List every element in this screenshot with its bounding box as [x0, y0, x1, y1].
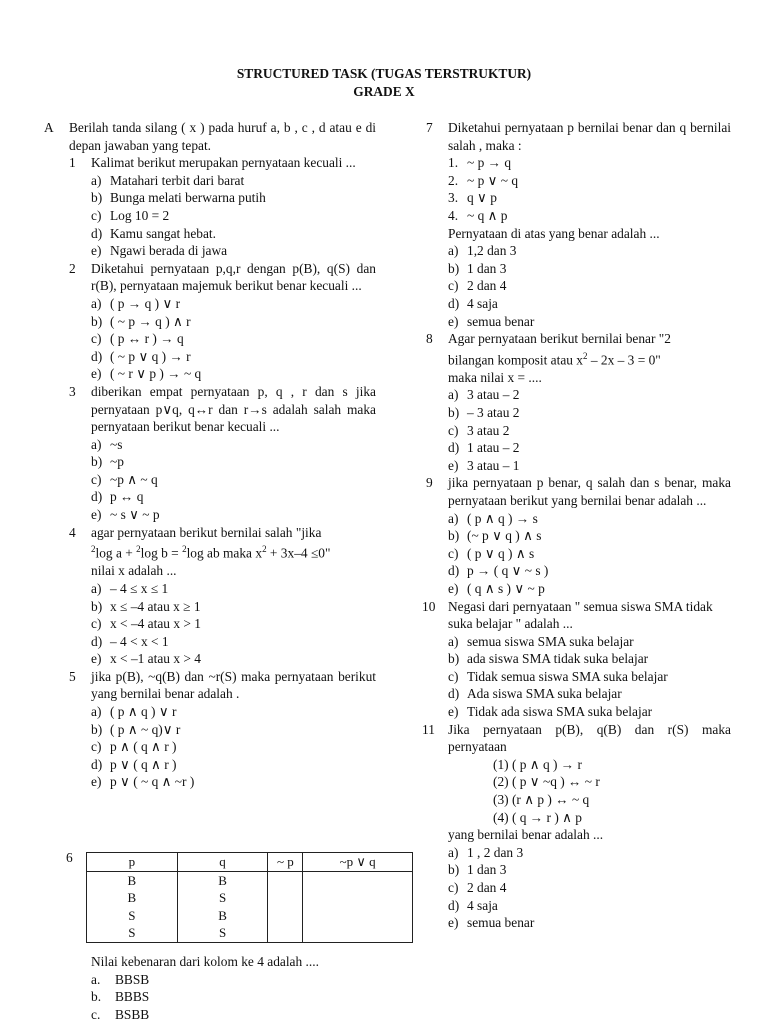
option-text: x < –4 atau x > 1: [110, 616, 201, 632]
option-a[interactable]: [91, 172, 376, 190]
question-prompt: yang bernilai benar adalah ...: [448, 827, 604, 843]
question-text-line: Agar pernyataan berikut bernilai benar "2: [448, 331, 671, 347]
option-letter: b): [91, 313, 103, 329]
option-letter: b.: [91, 989, 102, 1005]
option-text: ~ s ∨ ~ p: [110, 507, 160, 523]
question-number: 11: [422, 721, 435, 737]
option-text: ( p → q ) ∨ r: [110, 295, 181, 311]
option-letter: e): [91, 774, 102, 790]
option-text: 1 atau – 2: [467, 440, 520, 456]
question-11: [422, 721, 731, 932]
option-c[interactable]: [448, 879, 731, 897]
statement-2: (2) ( p ∨ ~q ) ↔ ~ r: [493, 774, 600, 790]
document-subtitle: GRADE X: [353, 84, 415, 99]
statement-4: [448, 207, 731, 225]
option-letter: d): [448, 686, 460, 702]
option-b[interactable]: [91, 721, 376, 739]
truth-table: [86, 852, 413, 943]
option-text: 3 atau – 1: [467, 457, 520, 473]
option-text: ~p ∧ ~ q: [110, 471, 158, 487]
question-1: [69, 154, 376, 260]
option-e[interactable]: [448, 580, 731, 598]
option-text: (~ p ∨ q ) ∧ s: [467, 528, 542, 544]
table-cell[interactable]: [303, 871, 413, 889]
option-text: Tidak semua siswa SMA suka belajar: [467, 668, 668, 684]
option-d[interactable]: [448, 295, 731, 313]
table-cell[interactable]: [268, 889, 303, 907]
option-text: 4 saja: [467, 897, 498, 913]
option-letter: e): [91, 366, 102, 382]
option-text: 3 atau 2: [467, 422, 510, 438]
question-formula: [91, 541, 376, 562]
option-text: Kamu sangat hebat.: [110, 225, 216, 241]
option-b[interactable]: [91, 189, 376, 207]
table-cell[interactable]: [303, 924, 413, 942]
section-a-instruction: [44, 119, 376, 154]
option-a[interactable]: [448, 633, 731, 651]
option-c[interactable]: [448, 545, 731, 563]
question-text: jika p(B), ~q(B) dan ~r(S) maka pernyataan berikut yang bernilai benar adalah .: [91, 668, 376, 702]
statement-number: 3.: [448, 190, 459, 206]
option-text: BSBB: [115, 1006, 150, 1022]
question-formula: [448, 348, 731, 369]
statement-2: [448, 172, 731, 190]
option-text: x < –1 atau x > 4: [110, 651, 201, 667]
option-e[interactable]: [91, 773, 376, 791]
option-a[interactable]: [91, 436, 376, 454]
question-number: 9: [426, 475, 433, 491]
option-b[interactable]: [448, 404, 731, 422]
option-a[interactable]: [448, 242, 731, 260]
option-text: ( p ∧ q ) → s: [467, 510, 538, 526]
option-letter: c): [448, 880, 459, 895]
option-text: x ≤ –4 atau x ≥ 1: [110, 598, 201, 614]
option-letter: a): [448, 844, 459, 860]
option-text: Ada siswa SMA suka belajar: [467, 686, 622, 702]
option-letter: c): [91, 207, 102, 223]
exponent: 2: [583, 350, 588, 361]
option-a[interactable]: [91, 580, 376, 598]
option-text: ~p: [110, 454, 124, 470]
question-number: 7: [426, 120, 433, 135]
option-text: BBBS: [115, 989, 150, 1005]
question-4: [69, 524, 376, 668]
option-letter: c.: [91, 1006, 101, 1022]
table-cell[interactable]: [303, 907, 413, 925]
option-b[interactable]: [91, 313, 376, 331]
statement-1: (1) ( p ∧ q ) → r: [493, 756, 583, 772]
option-letter: e): [448, 915, 459, 931]
option-text: 4 saja: [467, 295, 498, 311]
table-cell[interactable]: [303, 889, 413, 907]
option-text: 1,2 dan 3: [467, 243, 517, 259]
option-b[interactable]: [448, 650, 731, 668]
question-text: jika pernyataan p benar, q salah dan s benar, maka pernyataan berikut yang bernilai benar adalah ...: [448, 475, 731, 508]
option-text: – 3 atau 2: [467, 404, 520, 420]
option-letter: a): [91, 295, 102, 311]
header-p: p: [87, 853, 178, 872]
formula-part: log a +: [95, 545, 137, 561]
header-not-p-or-q: ~p ∨ q: [303, 853, 413, 872]
option-text: p ∨ ( ~ q ∧ ~r ): [110, 774, 195, 790]
option-letter: d): [91, 489, 103, 505]
option-text: 2 dan 4: [467, 880, 507, 895]
option-text: 2 dan 4: [467, 278, 507, 294]
option-d[interactable]: [448, 897, 731, 915]
option-text: p ∧ ( q ∧ r ): [110, 739, 177, 755]
section-label: A: [44, 120, 54, 135]
log-base: 2: [136, 544, 141, 555]
table-cell: B: [177, 907, 268, 925]
option-text: 1 dan 3: [467, 260, 507, 276]
table-row: [87, 871, 413, 889]
question-8: [426, 330, 731, 474]
option-text: semua siswa SMA suka belajar: [467, 633, 634, 649]
question-3: [69, 383, 376, 524]
statement-3: (3) (r ∧ p ) ↔ ~ q: [493, 792, 590, 808]
option-text: – 4 ≤ x ≤ 1: [110, 580, 169, 596]
table-cell[interactable]: [268, 907, 303, 925]
option-text: ( ~ r ∨ p ) → ~ q: [110, 366, 202, 382]
option-b[interactable]: [448, 260, 731, 278]
question-9: [426, 474, 731, 597]
option-a[interactable]: [91, 703, 376, 721]
option-letter: d): [91, 756, 103, 772]
option-c[interactable]: [91, 471, 376, 489]
option-e[interactable]: [448, 457, 731, 475]
table-cell: B: [177, 871, 268, 889]
option-letter: a): [448, 243, 459, 259]
option-e[interactable]: [91, 365, 376, 383]
table-cell[interactable]: [268, 871, 303, 889]
question-text-line: agar pernyataan berikut bernilai salah "jika: [91, 524, 322, 540]
option-text: ( p ∧ ~ q)∨ r: [110, 721, 181, 737]
option-e[interactable]: [448, 313, 731, 331]
table-cell: S: [177, 924, 268, 942]
option-text: ( ~ p → q ) ∧ r: [110, 313, 191, 329]
statement-text: ~ p → q: [467, 155, 512, 171]
question-text: diberikan empat pernyataan p, q , r dan s jika pernyataan p∨q, q↔r dan r→s adalah salah maka pernyataan berikut benar kecuali ...: [91, 383, 376, 435]
option-text: Matahari terbit dari barat: [110, 172, 245, 188]
option-e[interactable]: [448, 914, 731, 932]
option-a[interactable]: [448, 844, 731, 862]
option-letter: c): [91, 471, 102, 487]
instruction-text: Berilah tanda silang ( x ) pada huruf a, b , c , d atau e di depan jawaban yang tepat.: [69, 120, 376, 153]
option-text: ( p ∧ q ) ∨ r: [110, 704, 177, 720]
option-text: 1 dan 3: [467, 862, 507, 878]
option-letter: b): [91, 190, 103, 206]
option-b[interactable]: [91, 598, 376, 616]
option-letter: e): [448, 457, 459, 473]
option-letter: c): [448, 422, 459, 438]
option-letter: b): [448, 528, 460, 544]
question-text: Nilai kebenaran dari kolom ke 4 adalah ....: [91, 954, 319, 969]
header-q: q: [177, 853, 268, 872]
option-text: Log 10 = 2: [110, 207, 170, 223]
question-number: 10: [422, 598, 436, 614]
statement-text: ~ p ∨ ~ q: [467, 172, 519, 188]
option-letter: e): [448, 580, 459, 596]
question-text: Diketahui pernyataan p bernilai benar dan q bernilai salah , maka :: [448, 120, 731, 153]
formula-part: + 3x–4 ≤0": [266, 545, 331, 561]
table-cell: B: [87, 871, 178, 889]
option-text: BBSB: [115, 971, 150, 987]
question-10: [422, 598, 731, 721]
option-letter: c): [448, 545, 459, 561]
statement-text: ~ q ∧ p: [467, 207, 508, 223]
option-text: ( p ↔ r ) → q: [110, 331, 184, 347]
option-e[interactable]: [91, 506, 376, 524]
option-text: 3 atau – 2: [467, 387, 520, 403]
table-row: [87, 907, 413, 925]
option-text: semua benar: [467, 915, 535, 931]
option-c[interactable]: [91, 207, 376, 225]
question-text-line: maka nilai x = ....: [448, 369, 542, 385]
option-letter: d): [448, 440, 460, 456]
log-base: 2: [182, 544, 187, 555]
statement-number: 2.: [448, 172, 459, 188]
table-cell: S: [87, 924, 178, 942]
option-d[interactable]: [91, 488, 376, 506]
option-letter: b): [91, 454, 103, 470]
question-number: 4: [69, 524, 76, 540]
option-letter: e): [448, 704, 459, 720]
option-text: – 4 < x < 1: [110, 633, 169, 649]
option-text: Tidak ada siswa SMA suka belajar: [467, 704, 653, 720]
question-number: 2: [69, 260, 76, 276]
option-letter: a): [91, 172, 102, 188]
table-cell: B: [87, 889, 178, 907]
option-text: Ngawi berada di jawa: [110, 243, 228, 259]
question-text-line: nilai x adalah ...: [91, 563, 177, 579]
question-text: Jika pernyataan p(B), q(B) dan r(S) maka pernyataan: [448, 721, 731, 755]
option-a[interactable]: [91, 971, 411, 989]
option-c[interactable]: [91, 330, 376, 348]
option-a[interactable]: [448, 510, 731, 528]
option-letter: b): [448, 260, 460, 276]
option-letter: b): [448, 651, 460, 667]
option-letter: a): [448, 633, 459, 649]
option-c[interactable]: [91, 1006, 411, 1024]
statement-4: (4) ( q → r ) ∧ p: [493, 809, 583, 825]
option-e[interactable]: [448, 703, 731, 721]
option-letter: b): [91, 598, 103, 614]
formula-part: bilangan komposit atau x: [448, 352, 583, 368]
log-base: 2: [91, 544, 96, 555]
question-text: Negasi dari pernyataan " semua siswa SMA tidak suka belajar " adalah ...: [448, 598, 713, 632]
option-d[interactable]: [91, 348, 376, 366]
statement-number: 4.: [448, 207, 459, 223]
option-text: ~s: [110, 436, 123, 452]
statement-text: q ∨ p: [467, 190, 497, 206]
table-cell[interactable]: [268, 924, 303, 942]
option-letter: a): [91, 580, 102, 596]
option-letter: c): [448, 668, 459, 684]
question-text: Diketahui pernyataan p,q,r dengan p(B), q(S) dan r(B), pernyataan majemuk berikut benar kecuali ...: [91, 260, 376, 294]
option-letter: e): [91, 651, 102, 667]
table-row: [87, 924, 413, 942]
option-e[interactable]: [91, 242, 376, 260]
option-text: ( q ∧ s ) ∨ ~ p: [467, 580, 545, 596]
question-7: [426, 119, 731, 330]
exponent: 2: [262, 544, 267, 555]
option-b[interactable]: [91, 988, 411, 1006]
option-text: semua benar: [467, 313, 535, 329]
option-c[interactable]: [91, 615, 376, 633]
statement-1: [448, 154, 731, 172]
question-number: 6: [66, 850, 73, 865]
option-text: p → ( q ∨ ~ s ): [467, 563, 549, 579]
option-letter: e): [91, 243, 102, 259]
question-2: [69, 260, 376, 383]
option-letter: c): [91, 331, 102, 347]
option-text: 1 , 2 dan 3: [467, 844, 524, 860]
option-a[interactable]: [91, 295, 376, 313]
question-number: 5: [69, 668, 76, 684]
left-column: [44, 119, 376, 791]
option-text: ( ~ p ∨ q ) → r: [110, 348, 191, 364]
table-cell: S: [177, 889, 268, 907]
option-letter: e): [448, 313, 459, 329]
option-letter: a): [91, 704, 102, 720]
option-b[interactable]: [448, 527, 731, 545]
option-d[interactable]: [448, 439, 731, 457]
option-letter: c): [91, 616, 102, 632]
question-5: [69, 668, 376, 791]
option-letter: d): [448, 897, 460, 913]
option-c[interactable]: [448, 422, 731, 440]
option-letter: a): [91, 436, 102, 452]
option-letter: d): [448, 295, 460, 311]
statement-number: 1.: [448, 155, 459, 171]
option-letter: a): [448, 510, 459, 526]
formula-part: log b =: [140, 545, 183, 561]
option-letter: d): [448, 563, 460, 579]
option-text: ( p ∨ q ) ∧ s: [467, 545, 535, 561]
option-letter: d): [91, 225, 103, 241]
question-number: 1: [69, 155, 76, 171]
question-prompt: Pernyataan di atas yang benar adalah ...: [448, 225, 660, 241]
option-d[interactable]: [91, 756, 376, 774]
document-title: STRUCTURED TASK (TUGAS TERSTRUKTUR): [236, 66, 532, 81]
option-letter: e): [91, 507, 102, 523]
option-b[interactable]: [448, 861, 731, 879]
option-d[interactable]: [448, 562, 731, 580]
option-letter: a): [448, 387, 459, 403]
option-c[interactable]: [448, 668, 731, 686]
option-letter: b): [91, 721, 103, 737]
option-d[interactable]: [91, 633, 376, 651]
option-letter: d): [91, 348, 103, 364]
option-b[interactable]: [91, 453, 376, 471]
option-letter: c): [448, 278, 459, 294]
option-d[interactable]: [91, 225, 376, 243]
option-letter: b): [448, 862, 460, 878]
table-header-row: [87, 853, 413, 872]
option-c[interactable]: [91, 738, 376, 756]
formula-part: log ab maka x: [186, 545, 263, 561]
table-cell: S: [87, 907, 178, 925]
statement-3: [448, 189, 731, 207]
question-number: 8: [426, 331, 433, 347]
formula-part: – 2x – 3 = 0": [587, 352, 661, 368]
option-letter: a.: [91, 971, 101, 987]
option-text: p ∨ ( q ∧ r ): [110, 756, 177, 772]
question-text: Kalimat berikut merupakan pernyataan kecuali ...: [91, 155, 356, 171]
option-a[interactable]: [448, 386, 731, 404]
option-letter: c): [91, 739, 102, 755]
option-e[interactable]: [91, 650, 376, 668]
option-text: Bunga melati berwarna putih: [110, 190, 266, 206]
option-letter: d): [91, 633, 103, 649]
table-row: [87, 889, 413, 907]
right-column: [422, 119, 731, 932]
option-text: ada siswa SMA tidak suka belajar: [467, 651, 649, 667]
option-c[interactable]: [448, 277, 731, 295]
option-d[interactable]: [448, 685, 731, 703]
question-number: 3: [69, 383, 76, 399]
option-text: p ↔ q: [110, 489, 144, 505]
header-not-p: ~ p: [268, 853, 303, 872]
option-letter: b): [448, 404, 460, 420]
